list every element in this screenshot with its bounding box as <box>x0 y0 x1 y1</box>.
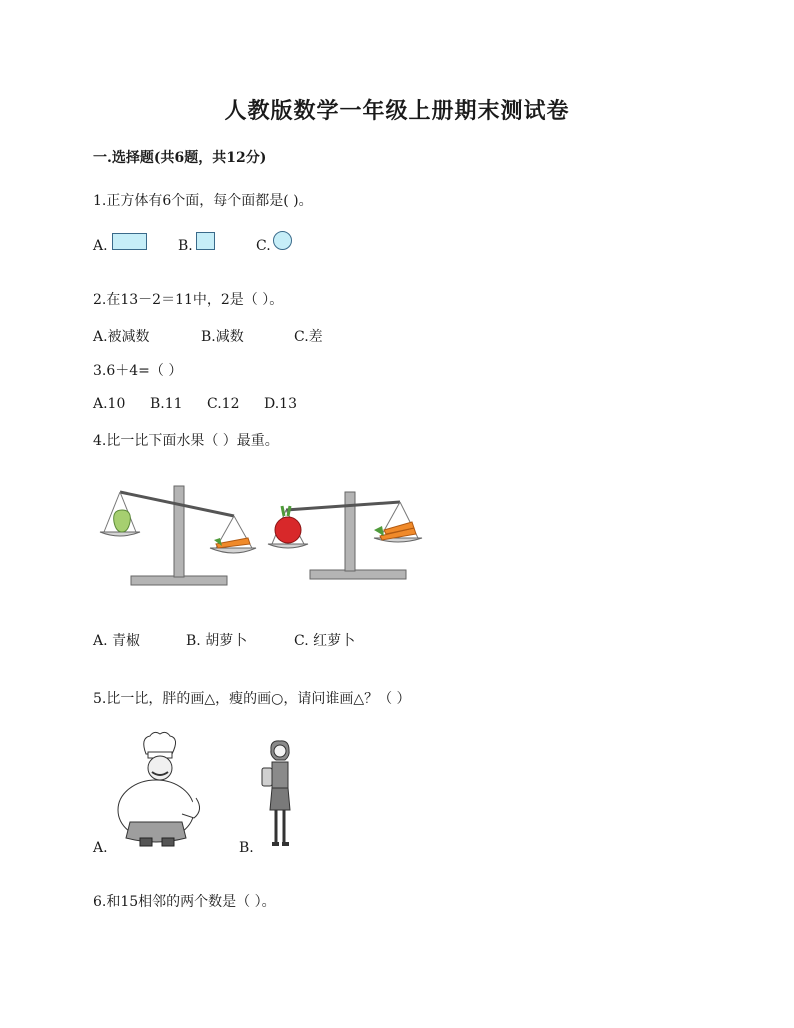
question-4: 4.比一比下面水果（ ）最重。 <box>93 433 279 449</box>
q1-option-a-label: A. <box>93 238 108 254</box>
q2-option-b: B.减数 <box>201 329 244 345</box>
q3-option-c: C.12 <box>207 396 240 412</box>
question-2: 2.在13－2＝11中，2是（ ）。 <box>93 292 284 308</box>
question-3: 3.6＋4=（ ） <box>93 363 183 379</box>
q4-option-b: B. 胡萝卜 <box>186 633 248 649</box>
q4-option-a: A. 青椒 <box>93 633 141 649</box>
question-5: 5.比一比，胖的画△，瘦的画○，请问谁画△？（ ） <box>93 691 411 707</box>
section-heading: 一.选择题(共6题，共12分) <box>93 150 267 166</box>
question-1: 1.正方体有6个面，每个面都是( )。 <box>93 193 313 209</box>
q2-option-a: A.被减数 <box>93 329 150 345</box>
q4-option-c: C. 红萝卜 <box>294 633 356 649</box>
page-title: 人教版数学一年级上册期末测试卷 <box>224 98 570 124</box>
rectangle-shape-icon <box>112 233 147 250</box>
q5-option-b-label: B. <box>239 840 254 856</box>
q3-option-d: D.13 <box>264 396 297 412</box>
q2-option-c: C.差 <box>294 329 323 345</box>
q1-option-b-label: B. <box>178 238 193 254</box>
q1-option-c-label: C. <box>256 238 271 254</box>
thin-girl-illustration <box>256 738 300 852</box>
q5-option-a-label: A. <box>93 840 108 856</box>
balance-scale-pepper-carrot-illustration <box>98 480 258 592</box>
balance-scale-radish-carrot-illustration <box>272 486 424 586</box>
square-shape-icon <box>196 232 215 250</box>
q3-option-a: A.10 <box>93 396 126 412</box>
fat-chef-illustration <box>110 728 205 850</box>
circle-shape-icon <box>273 231 292 250</box>
q3-option-b: B.11 <box>150 396 183 412</box>
question-6: 6.和15相邻的两个数是（ ）。 <box>93 894 276 910</box>
